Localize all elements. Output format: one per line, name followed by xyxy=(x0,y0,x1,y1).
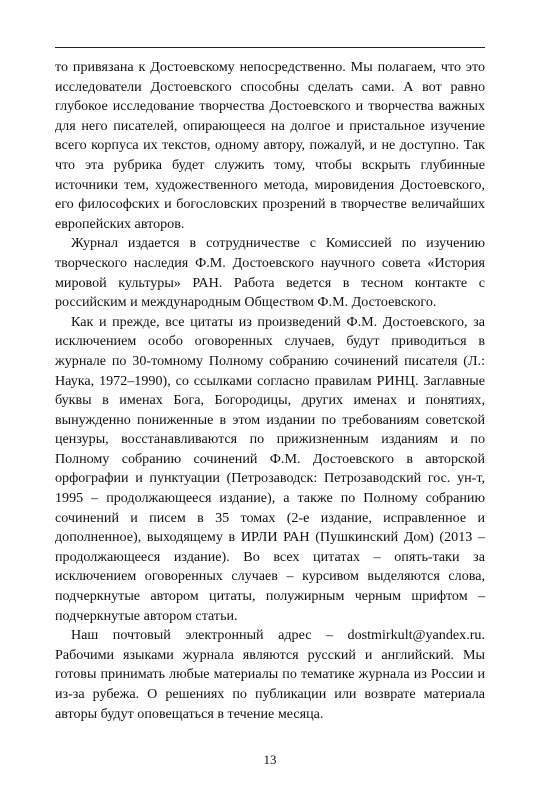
page-number: 13 xyxy=(263,752,277,767)
paragraph-1: то привязана к Достоевскому непосредственно. Мы полагаем, что это исследователи Достоевского способны сделать сами. А вот равно глубокое исследование творчества Достоевского и творчества важных для него писателей, опирающееся на долгое и пристальное изучение всего корпуса их текстов, одному автору, пожалуй, и не доступно. Так что эта рубрика будет служить тому, чтобы вскрыть глубинные источники тем, художественного метода, мировидения Достоевского, его философских и богословских прозрений в творчестве величайших европейских авторов. xyxy=(55,59,485,232)
paragraph-3: Как и прежде, все цитаты из произведений Ф.М. Достоевского, за исключением особо оговоренных случаев, будут приводиться в журнале по 30-томному Полному собранию сочинений писателя (Л.: Наука, 1972–1990), со ссылками согласно правилам РИНЦ. Заглавные буквы в именах Бога, Богородицы, других именах и понятиях, вынужденно пониженные в этом издании по требованиям советской цензуры, восстанавливаются по прижизненным изданиям и по Полному собранию сочинений Ф.М. Достоевского в авторской орфографии и пунктуации (Петрозаводск: Петрозаводский гос. ун-т, 1995 – продолжающееся издание), а также по Полному собранию сочинений и писем в 35 томах (2-е издание, исправленное и дополненное), выходящему в ИРЛИ РАН (Пушкинский Дом) (2013 – продолжающееся издание). Во всех цитатах – опять-таки за исключением оговоренных случаев – курсивом выделяются слова, подчеркнутые автором цитаты, полужирным черным шрифтом – подчеркнутые автором статьи. xyxy=(55,313,485,624)
paragraph-4: Наш почтовый электронный адрес – dostmirkult@yandex.ru. Рабочими языками журнала являются русский и английский. Мы готовы принимать любые материалы по тематике журнала из России и из-за рубежа. О решениях по публикации или возврате материала авторы будут оповещаться в течение месяца. xyxy=(55,627,485,722)
header-rule xyxy=(55,47,485,48)
paragraph-2: Журнал издается в сотрудничестве с Комиссией по изучению творческого наследия Ф.М. Достоевского научного совета «История мировой культуры» РАН. Работа ведется в тесном контакте с российским и международным Обществом Ф.М. Достоевского. xyxy=(55,235,485,311)
body-text xyxy=(55,58,485,724)
